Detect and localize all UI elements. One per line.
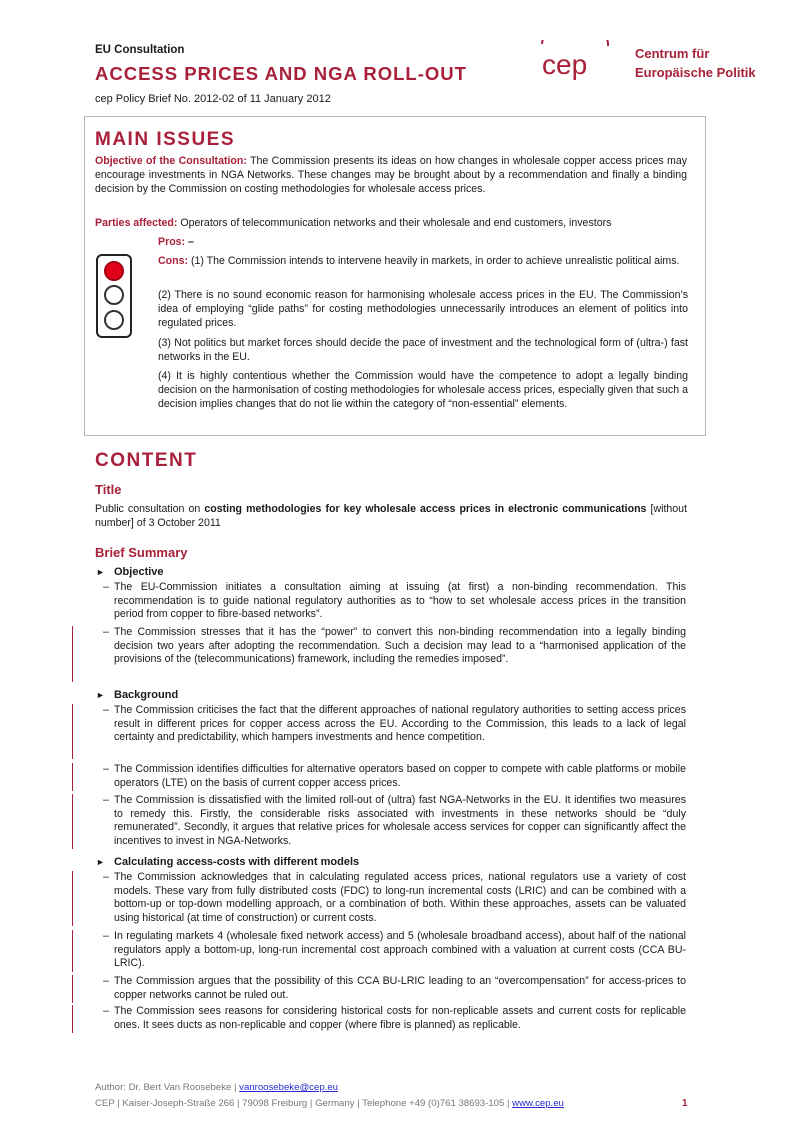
- footer-address: CEP | Kaiser-Joseph-Straße 266 | 79098 Freiburg | Germany | Telephone +49 (0)761 38693-105 | www.cep.eu: [95, 1098, 564, 1109]
- list-item: – The Commission sees reasons for considering historical costs for non-replicable assets and current costs for replicable ones. It sees ducts as non-replicable and copper (where fibre is planned) as replicable.: [103, 1005, 686, 1031]
- document-subtitle: cep Policy Brief No. 2012-02 of 11 January 2012: [95, 93, 331, 105]
- website-link[interactable]: www.cep.eu: [512, 1098, 564, 1109]
- objective-paragraph: Objective of the Consultation: The Commission presents its ideas on how changes in wholesale copper access prices may encourage investments in NGA Networks. These changes may be brought about by a recommendation and finally a binding decision by the Commission on costing methodologies for wholesale access prices.: [95, 155, 688, 195]
- amber-lamp-icon: [104, 285, 124, 305]
- list-item: – The Commission criticises the fact that the different approaches of national regulatory authorities to setting access prices result in different prices for copper access across the EU. According to the Commission, this leads to a lack of legal certainty and predictability, which hampers investments and hence competition.: [103, 704, 686, 744]
- page-number: 1: [682, 1098, 688, 1109]
- parties-paragraph: Parties affected: Operators of telecommunication networks and their wholesale and end customers, investors: [95, 217, 612, 229]
- title-paragraph: Public consultation on costing methodologies for key wholesale access prices in electronic communications [without number] of 3 October 2011: [95, 503, 688, 529]
- background-heading: ► Background: [96, 689, 179, 701]
- red-lamp-icon: [104, 261, 124, 281]
- triangle-bullet-icon: ►: [96, 690, 105, 700]
- list-item: – The Commission stresses that it has the “power” to convert this non-binding recommendation into a legally binding decision two years after adopting the recommendation. Such a decision may lead to a “harmonised application of the provisions of the (telecommunications) framework, including the remedies imposed”.: [103, 626, 686, 666]
- triangle-bullet-icon: ►: [96, 567, 105, 577]
- change-marker: [72, 930, 73, 972]
- organisation-name: Centrum für Europäische Politik: [635, 46, 756, 80]
- main-issues-heading: MAIN ISSUES: [95, 129, 236, 150]
- author-email-link[interactable]: vanroosebeke@cep.eu: [239, 1082, 338, 1093]
- change-marker: [72, 1005, 73, 1033]
- change-marker: [72, 626, 73, 682]
- document-kicker: EU Consultation: [95, 44, 185, 56]
- change-marker: [72, 794, 73, 849]
- change-marker: [72, 763, 73, 791]
- change-marker: [72, 704, 73, 759]
- list-item: – The EU-Commission initiates a consultation aiming at issuing (at first) a non-binding recommendation. This recommendation is to guide national regulatory authorities as to “how to set wholesale access prices in the transition period from copper to fibre-based networks”.: [103, 581, 686, 621]
- cep-logo-text: cep: [542, 49, 588, 80]
- list-item: – The Commission argues that the possibility of this CCA BU-LRIC leading to an “overcompensation” for access-prices to copper networks cannot be ruled out.: [103, 975, 686, 1001]
- list-item: – In regulating markets 4 (wholesale fixed network access) and 5 (wholesale broadband access), about half of the national regulators apply a bottom-up, long-run incremental cost approach combined with a valuation at current costs (CCA BU-LRIC).: [103, 930, 686, 970]
- traffic-light-icon: [96, 254, 132, 338]
- list-item: – The Commission identifies difficulties for alternative operators based on copper to compete with cable platforms or mobile operators (LTE) on the basis of current copper access prices.: [103, 763, 686, 789]
- list-item: – The Commission acknowledges that in calculating regulated access prices, national regulators use a variety of cost models. These vary from fully distributed costs (FDC) to long-run incremental costs (LRIC) and can be combined with a bottom-up or top-down modelling approach, or a combination of both. Within these approaches, assets can be valuated using historical (at time of construction) or current costs.: [103, 871, 686, 925]
- cep-logo: [538, 40, 618, 82]
- change-marker: [72, 871, 73, 926]
- models-heading: ► Calculating access-costs with different models: [96, 856, 360, 868]
- footer-author: Author: Dr. Bert Van Roosebeke | vanroosebeke@cep.eu: [95, 1082, 338, 1093]
- pros-line: Pros: –: [158, 236, 194, 248]
- list-item: – The Commission is dissatisfied with the limited roll-out of (ultra) fast NGA-Networks in the EU. It identifies two measures to remedy this. Firstly, the considerable risks associated with investments in these networks should be “duly remunerated”. Secondly, it argues that relative prices for wholesale access services for copper can significantly affect the incentives to invest in NGA-Networks.: [103, 794, 686, 848]
- green-lamp-icon: [104, 310, 124, 330]
- cons-3: (3) Not politics but market forces should decide the pace of investment and the technological form of (ultra-) fast networks in the EU.: [158, 337, 688, 363]
- cons-4: (4) It is highly contentious whether the Commission would have the competence to adopt a legally binding decision on the harmonisation of costing methodologies for wholesale access prices, especially given that such a decision implies changes that do not lie within the category of “non-essential” elements.: [158, 370, 688, 410]
- title-heading: Title: [95, 482, 122, 497]
- document-title: ACCESS PRICES AND NGA ROLL-OUT: [95, 63, 467, 84]
- objective-heading: ► Objective: [96, 566, 164, 578]
- cons-1: Cons: (1) The Commission intends to intervene heavily in markets, in order to achieve unrealistic political aims.: [158, 255, 680, 267]
- change-marker: [72, 975, 73, 1003]
- brief-summary-heading: Brief Summary: [95, 545, 188, 560]
- content-heading: CONTENT: [95, 450, 198, 471]
- cons-2: (2) There is no sound economic reason for harmonising wholesale access prices in the EU. The Commission’s idea of employing “glide paths” for costing methodologies unnecessarily introduces an element of politics into regulated prices.: [158, 289, 688, 329]
- triangle-bullet-icon: ►: [96, 857, 105, 867]
